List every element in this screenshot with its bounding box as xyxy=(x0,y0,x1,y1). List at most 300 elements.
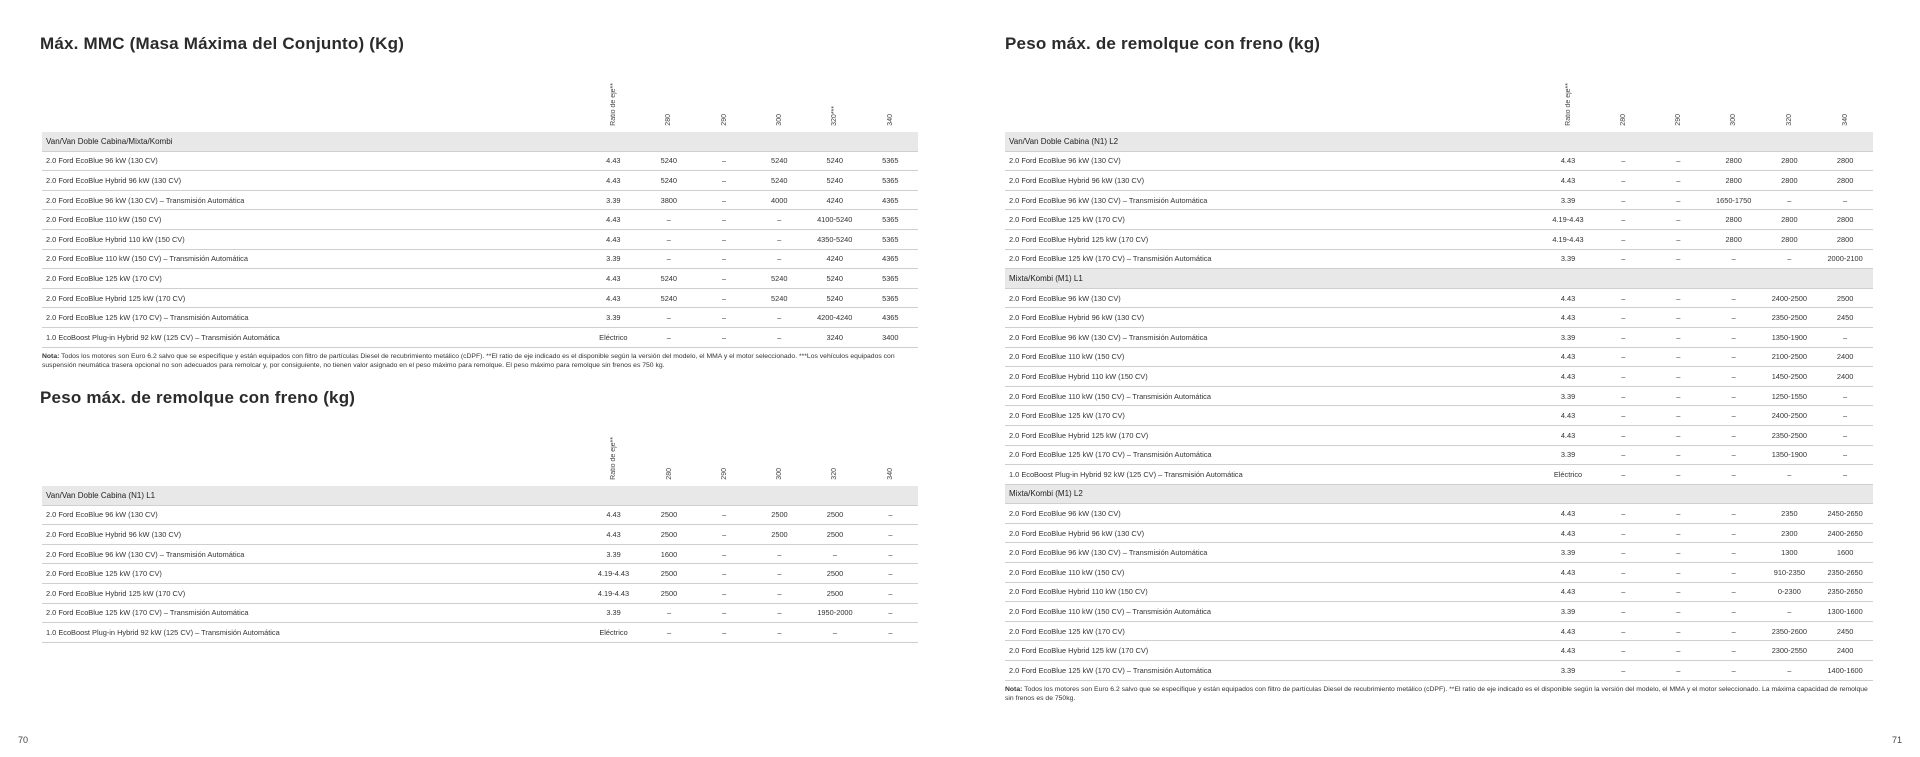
value-cell: 3.39 xyxy=(586,190,642,210)
value-cell: – xyxy=(752,308,807,328)
value-cell: 5240 xyxy=(641,288,696,308)
tow-l1-table-body xyxy=(42,486,918,642)
tow-l1-table-wrap xyxy=(42,410,918,643)
table-row xyxy=(42,190,918,210)
tow-l1-table xyxy=(42,410,918,643)
value-cell: 3800 xyxy=(641,190,696,210)
value-cell: – xyxy=(1817,425,1873,445)
value-cell: – xyxy=(1596,543,1651,563)
value-cell: – xyxy=(863,603,918,623)
engine-name-cell: 2.0 Ford EcoBlue Hybrid 110 kW (150 CV) xyxy=(42,229,586,249)
value-cell: 2500 xyxy=(807,525,863,545)
value-cell: – xyxy=(1817,406,1873,426)
column-header xyxy=(1817,56,1873,132)
section-row xyxy=(42,132,918,151)
value-cell: – xyxy=(696,210,751,230)
table-row xyxy=(42,288,918,308)
value-cell: – xyxy=(696,229,751,249)
engine-name-cell: 2.0 Ford EcoBlue Hybrid 96 kW (130 CV) xyxy=(1005,308,1540,328)
value-cell: – xyxy=(697,544,752,564)
value-cell: 3400 xyxy=(863,327,918,347)
value-cell: – xyxy=(1706,288,1762,308)
value-cell: 2350 xyxy=(1762,504,1818,524)
column-header xyxy=(641,56,696,132)
column-header xyxy=(807,56,863,132)
value-cell: – xyxy=(1706,582,1762,602)
value-cell: – xyxy=(1651,347,1706,367)
engine-name-cell: 2.0 Ford EcoBlue 110 kW (150 CV) – Transmisión Automática xyxy=(1005,602,1540,622)
section-label: Van/Van Doble Cabina (N1) L2 xyxy=(1005,132,1873,151)
section-row xyxy=(42,486,918,505)
value-cell: 1250-1550 xyxy=(1762,386,1818,406)
table-row xyxy=(42,583,918,603)
engine-name-cell: 2.0 Ford EcoBlue Hybrid 110 kW (150 CV) xyxy=(1005,367,1540,387)
column-header xyxy=(696,56,751,132)
value-cell: 2500 xyxy=(1817,288,1873,308)
mmc-note-label: Nota: xyxy=(42,352,60,360)
value-cell: – xyxy=(1651,582,1706,602)
column-header-label: 300 xyxy=(1730,114,1738,126)
value-cell: – xyxy=(1651,563,1706,583)
value-cell: – xyxy=(863,623,918,643)
tow-right-table xyxy=(1005,56,1873,681)
column-header xyxy=(752,56,807,132)
value-cell: – xyxy=(696,151,751,171)
value-cell: 5365 xyxy=(863,269,918,289)
value-cell: – xyxy=(1762,249,1818,269)
value-cell: – xyxy=(1706,406,1762,426)
value-cell: 4.19-4.43 xyxy=(1540,229,1596,249)
table-row xyxy=(1005,288,1873,308)
value-cell: – xyxy=(641,603,696,623)
section-label: Mixta/Kombi (M1) L1 xyxy=(1005,269,1873,289)
value-cell: – xyxy=(1596,602,1651,622)
value-cell: 4.19-4.43 xyxy=(586,583,642,603)
table-row xyxy=(42,249,918,269)
value-cell: 2800 xyxy=(1706,210,1762,230)
value-cell: – xyxy=(1596,406,1651,426)
column-header-label: 340 xyxy=(886,468,894,480)
value-cell: – xyxy=(752,544,807,564)
tow-right-header-row xyxy=(1005,56,1873,132)
value-cell: 2800 xyxy=(1817,171,1873,191)
engine-name-cell: 2.0 Ford EcoBlue 96 kW (130 CV) xyxy=(42,151,586,171)
value-cell: 4.43 xyxy=(1540,504,1596,524)
value-cell: – xyxy=(1651,425,1706,445)
value-cell: 2300-2550 xyxy=(1762,641,1818,661)
engine-name-cell: 2.0 Ford EcoBlue 125 kW (170 CV) xyxy=(1005,210,1540,230)
table-row xyxy=(42,603,918,623)
column-header xyxy=(697,410,752,486)
value-cell: 5240 xyxy=(641,269,696,289)
value-cell: – xyxy=(752,623,807,643)
value-cell: 4.43 xyxy=(1540,367,1596,387)
column-header xyxy=(1762,56,1818,132)
value-cell: 2350-2650 xyxy=(1817,582,1873,602)
value-cell: 2800 xyxy=(1762,210,1818,230)
value-cell: 2400 xyxy=(1817,641,1873,661)
value-cell: 2400-2500 xyxy=(1762,406,1818,426)
engine-name-cell: 2.0 Ford EcoBlue 125 kW (170 CV) – Transmisión Automática xyxy=(1005,445,1540,465)
value-cell: 1600 xyxy=(1817,543,1873,563)
value-cell: – xyxy=(1651,386,1706,406)
column-header xyxy=(586,410,642,486)
right-note-text: Todos los motores son Euro 6.2 salvo que se especifique y están equipados con filtro de partículas Diesel de recubrimiento metálico (cDPF). **El ratio de eje indicado es el disponible según la versión del modelo, el MMA y el motor seleccionado. La máxima capacidad de remolque sin frenos es de 750kg. xyxy=(1005,685,1868,702)
table-row xyxy=(1005,367,1873,387)
engine-name-cell: 2.0 Ford EcoBlue 110 kW (150 CV) – Transmisión Automática xyxy=(42,249,586,269)
table-row xyxy=(42,525,918,545)
table-row xyxy=(1005,327,1873,347)
value-cell: – xyxy=(1596,465,1651,485)
column-header-label: 320*** xyxy=(831,106,839,126)
mmc-section xyxy=(40,34,920,54)
value-cell: 1300 xyxy=(1762,543,1818,563)
column-header xyxy=(1596,56,1651,132)
value-cell: 3.39 xyxy=(586,603,642,623)
value-cell: 4.19-4.43 xyxy=(586,564,642,584)
value-cell: – xyxy=(697,525,752,545)
engine-name-cell: 2.0 Ford EcoBlue 96 kW (130 CV) xyxy=(1005,288,1540,308)
table-row xyxy=(42,171,918,191)
engine-name-cell: 2.0 Ford EcoBlue Hybrid 125 kW (170 CV) xyxy=(1005,641,1540,661)
value-cell: 4.43 xyxy=(1540,523,1596,543)
mmc-header-row xyxy=(42,56,918,132)
value-cell: 2400 xyxy=(1817,347,1873,367)
value-cell: – xyxy=(1596,327,1651,347)
value-cell: 4.43 xyxy=(586,269,642,289)
value-cell: 4365 xyxy=(863,308,918,328)
value-cell: 3240 xyxy=(807,327,863,347)
section-label: Van/Van Doble Cabina/Mixta/Kombi xyxy=(42,132,918,151)
value-cell: – xyxy=(1651,151,1706,171)
value-cell: – xyxy=(696,269,751,289)
value-cell: – xyxy=(1596,504,1651,524)
value-cell: – xyxy=(1596,151,1651,171)
value-cell: – xyxy=(863,505,918,525)
value-cell: – xyxy=(807,623,863,643)
value-cell: – xyxy=(752,210,807,230)
value-cell: – xyxy=(1596,249,1651,269)
engine-name-cell: 2.0 Ford EcoBlue 96 kW (130 CV) – Transmisión Automática xyxy=(42,190,586,210)
tow-right-table-body xyxy=(1005,132,1873,680)
value-cell: 4.43 xyxy=(1540,621,1596,641)
engine-name-cell: 2.0 Ford EcoBlue 125 kW (170 CV) – Transmisión Automática xyxy=(1005,661,1540,681)
value-cell: – xyxy=(1651,308,1706,328)
value-cell: – xyxy=(1651,523,1706,543)
value-cell: 1450-2500 xyxy=(1762,367,1818,387)
engine-name-cell: 2.0 Ford EcoBlue Hybrid 125 kW (170 CV) xyxy=(42,288,586,308)
value-cell: 4.43 xyxy=(586,210,642,230)
value-cell: – xyxy=(863,583,918,603)
engine-name-cell: 2.0 Ford EcoBlue 125 kW (170 CV) xyxy=(1005,406,1540,426)
engine-name-cell: 2.0 Ford EcoBlue 125 kW (170 CV) xyxy=(42,269,586,289)
value-cell: 5240 xyxy=(752,151,807,171)
value-cell: 3.39 xyxy=(1540,602,1596,622)
value-cell: 2800 xyxy=(1817,151,1873,171)
column-header xyxy=(1706,56,1762,132)
value-cell: 4.43 xyxy=(586,151,642,171)
value-cell: – xyxy=(1651,171,1706,191)
table-row xyxy=(42,210,918,230)
tow-right-title: Peso máx. de remolque con freno (kg) xyxy=(1005,34,1321,53)
tow-right-section xyxy=(1005,34,1873,54)
engine-name-cell: 2.0 Ford EcoBlue 96 kW (130 CV) – Transmisión Automática xyxy=(1005,190,1540,210)
column-header-label: 320 xyxy=(1785,114,1793,126)
engine-name-cell: 2.0 Ford EcoBlue 96 kW (130 CV) – Transmisión Automática xyxy=(42,544,586,564)
value-cell: 4.43 xyxy=(586,171,642,191)
engine-name-cell: 2.0 Ford EcoBlue 125 kW (170 CV) – Transmisión Automática xyxy=(42,603,586,623)
value-cell: 1650-1750 xyxy=(1706,190,1762,210)
table-row xyxy=(42,544,918,564)
value-cell: 4.43 xyxy=(1540,425,1596,445)
table-row xyxy=(42,269,918,289)
page-number-left: 70 xyxy=(18,735,29,745)
value-cell: – xyxy=(1706,621,1762,641)
right-note xyxy=(1005,685,1873,703)
value-cell: – xyxy=(1706,367,1762,387)
value-cell: – xyxy=(1762,190,1818,210)
value-cell: – xyxy=(1817,327,1873,347)
value-cell: – xyxy=(1596,582,1651,602)
value-cell: Eléctrico xyxy=(586,327,642,347)
table-row xyxy=(42,623,918,643)
column-header-label: Ratio de eje** xyxy=(610,437,618,480)
value-cell: – xyxy=(696,308,751,328)
value-cell: – xyxy=(1817,190,1873,210)
table-row xyxy=(1005,406,1873,426)
table-row xyxy=(1005,563,1873,583)
value-cell: 5240 xyxy=(752,269,807,289)
table-row xyxy=(1005,445,1873,465)
value-cell: – xyxy=(1596,445,1651,465)
table-row xyxy=(1005,641,1873,661)
engine-name-cell: 1.0 EcoBoost Plug-in Hybrid 92 kW (125 CV) – Transmisión Automática xyxy=(42,327,586,347)
value-cell: – xyxy=(1651,621,1706,641)
value-cell: – xyxy=(641,229,696,249)
column-header xyxy=(586,56,642,132)
engine-name-cell: 2.0 Ford EcoBlue 110 kW (150 CV) – Transmisión Automática xyxy=(1005,386,1540,406)
value-cell: – xyxy=(1596,190,1651,210)
value-cell: – xyxy=(1651,327,1706,347)
column-header-label: 300 xyxy=(775,468,783,480)
value-cell: 2800 xyxy=(1817,229,1873,249)
value-cell: 2500 xyxy=(641,505,696,525)
value-cell: 3.39 xyxy=(586,544,642,564)
value-cell: – xyxy=(1651,229,1706,249)
value-cell: – xyxy=(641,327,696,347)
value-cell: 5240 xyxy=(641,171,696,191)
column-header-label: 280 xyxy=(665,468,673,480)
column-header-label: 290 xyxy=(720,468,728,480)
column-header-label: Ratio de eje** xyxy=(1564,83,1572,126)
value-cell: – xyxy=(1596,563,1651,583)
tow-l1-header-row xyxy=(42,410,918,486)
value-cell: 2350-2600 xyxy=(1762,621,1818,641)
value-cell: – xyxy=(1706,504,1762,524)
table-row xyxy=(42,327,918,347)
value-cell: 2500 xyxy=(752,525,807,545)
value-cell: 2500 xyxy=(641,525,696,545)
mmc-note-text: Todos los motores son Euro 6.2 salvo que se especifique y están equipados con filtro de partículas Diesel de recubrimiento metálico (cDPF). **El ratio de eje indicado es el disponible según la versión del modelo, el MMA y el motor seleccionado. ***Los vehículos equipados con suspensión neumática trasera opcional no son adecuados para remolcar y, por consiguiente, no tienen valor asignado en el peso máximo para remolque. El peso máximo para remolque sin frenos es 750 kg. xyxy=(42,352,895,369)
value-cell: Eléctrico xyxy=(586,623,642,643)
value-cell: – xyxy=(1762,602,1818,622)
value-cell: 4.43 xyxy=(1540,582,1596,602)
value-cell: – xyxy=(1651,288,1706,308)
mmc-table-wrap xyxy=(42,56,918,370)
value-cell: 4.43 xyxy=(1540,406,1596,426)
value-cell: Eléctrico xyxy=(1540,465,1596,485)
value-cell: 2450-2650 xyxy=(1817,504,1873,524)
value-cell: – xyxy=(1817,465,1873,485)
value-cell: 2400-2650 xyxy=(1817,523,1873,543)
value-cell: 2800 xyxy=(1706,171,1762,191)
value-cell: – xyxy=(1596,621,1651,641)
value-cell: – xyxy=(752,603,807,623)
value-cell: 5240 xyxy=(641,151,696,171)
value-cell: – xyxy=(863,564,918,584)
column-header-label: 290 xyxy=(1674,114,1682,126)
value-cell: – xyxy=(1706,386,1762,406)
column-header-label: 320 xyxy=(831,468,839,480)
engine-name-cell: 1.0 EcoBoost Plug-in Hybrid 92 kW (125 CV) – Transmisión Automática xyxy=(1005,465,1540,485)
value-cell: – xyxy=(1651,367,1706,387)
value-cell: 4240 xyxy=(807,190,863,210)
value-cell: 2800 xyxy=(1762,171,1818,191)
right-note-label: Nota: xyxy=(1005,685,1023,693)
page-number-right: 71 xyxy=(1891,735,1902,745)
value-cell: – xyxy=(807,544,863,564)
value-cell: – xyxy=(752,583,807,603)
engine-name-cell: 2.0 Ford EcoBlue Hybrid 96 kW (130 CV) xyxy=(1005,523,1540,543)
value-cell: 2300 xyxy=(1762,523,1818,543)
value-cell: – xyxy=(752,327,807,347)
table-row xyxy=(42,151,918,171)
engine-name-cell: 2.0 Ford EcoBlue Hybrid 125 kW (170 CV) xyxy=(42,583,586,603)
value-cell: – xyxy=(1596,661,1651,681)
table-row xyxy=(1005,543,1873,563)
mmc-table xyxy=(42,56,918,348)
value-cell: 4.43 xyxy=(586,229,642,249)
value-cell: – xyxy=(1596,308,1651,328)
value-cell: 1350-1900 xyxy=(1762,445,1818,465)
value-cell: – xyxy=(696,190,751,210)
value-cell: 4365 xyxy=(863,190,918,210)
engine-name-cell: 2.0 Ford EcoBlue Hybrid 110 kW (150 CV) xyxy=(1005,582,1540,602)
table-row xyxy=(1005,661,1873,681)
value-cell: – xyxy=(752,229,807,249)
engine-name-cell: 2.0 Ford EcoBlue 125 kW (170 CV) – Transmisión Automática xyxy=(42,308,586,328)
value-cell: 2800 xyxy=(1817,210,1873,230)
value-cell: 3.39 xyxy=(1540,386,1596,406)
value-cell: – xyxy=(1651,504,1706,524)
value-cell: – xyxy=(1596,641,1651,661)
value-cell: 5240 xyxy=(752,171,807,191)
value-cell: 2450 xyxy=(1817,621,1873,641)
engine-name-cell: 1.0 EcoBoost Plug-in Hybrid 92 kW (125 CV) – Transmisión Automática xyxy=(42,623,586,643)
engine-name-cell: 2.0 Ford EcoBlue Hybrid 96 kW (130 CV) xyxy=(42,171,586,191)
value-cell: 1350-1900 xyxy=(1762,327,1818,347)
value-cell: 4.43 xyxy=(1540,563,1596,583)
table-row xyxy=(1005,308,1873,328)
value-cell: – xyxy=(1706,523,1762,543)
value-cell: 2800 xyxy=(1706,229,1762,249)
value-cell: – xyxy=(641,308,696,328)
value-cell: – xyxy=(696,171,751,191)
value-cell: – xyxy=(1596,523,1651,543)
value-cell: 4.43 xyxy=(586,525,642,545)
value-cell: 5365 xyxy=(863,171,918,191)
value-cell: – xyxy=(1651,641,1706,661)
value-cell: 3.39 xyxy=(586,249,642,269)
value-cell: – xyxy=(1596,171,1651,191)
value-cell: 1950-2000 xyxy=(807,603,863,623)
column-header-label: 340 xyxy=(1841,114,1849,126)
tow-l1-section xyxy=(40,388,920,408)
value-cell: – xyxy=(697,603,752,623)
value-cell: 2400 xyxy=(1817,367,1873,387)
value-cell: – xyxy=(697,564,752,584)
table-row xyxy=(1005,582,1873,602)
value-cell: 1600 xyxy=(641,544,696,564)
value-cell: – xyxy=(1651,465,1706,485)
value-cell: – xyxy=(1706,327,1762,347)
value-cell: – xyxy=(1596,367,1651,387)
table-row xyxy=(42,505,918,525)
value-cell: 2800 xyxy=(1762,151,1818,171)
value-cell: 3.39 xyxy=(1540,190,1596,210)
value-cell: 2500 xyxy=(807,583,863,603)
table-row xyxy=(1005,386,1873,406)
engine-name-cell: 2.0 Ford EcoBlue Hybrid 125 kW (170 CV) xyxy=(1005,425,1540,445)
value-cell: 2100-2500 xyxy=(1762,347,1818,367)
value-cell: – xyxy=(863,544,918,564)
value-cell: 3.39 xyxy=(1540,445,1596,465)
table-row xyxy=(1005,347,1873,367)
value-cell: – xyxy=(752,249,807,269)
value-cell: 2500 xyxy=(641,564,696,584)
column-header-label: 340 xyxy=(886,114,894,126)
table-row xyxy=(1005,465,1873,485)
value-cell: – xyxy=(1651,210,1706,230)
table-row xyxy=(1005,190,1873,210)
table-row xyxy=(1005,249,1873,269)
section-row xyxy=(1005,269,1873,289)
engine-name-cell: 2.0 Ford EcoBlue 96 kW (130 CV) xyxy=(1005,151,1540,171)
value-cell: – xyxy=(752,564,807,584)
section-row xyxy=(1005,132,1873,151)
tow-l1-title: Peso máx. de remolque con freno (kg) xyxy=(40,388,356,407)
value-cell: – xyxy=(1596,210,1651,230)
value-cell: – xyxy=(697,583,752,603)
column-header xyxy=(1540,56,1596,132)
value-cell: 2800 xyxy=(1706,151,1762,171)
mmc-table-body xyxy=(42,132,918,347)
column-header-label: Ratio de eje** xyxy=(609,83,617,126)
table-row xyxy=(42,564,918,584)
table-row xyxy=(1005,602,1873,622)
value-cell: – xyxy=(1706,249,1762,269)
table-row xyxy=(1005,523,1873,543)
value-cell: 5240 xyxy=(807,171,863,191)
value-cell: 2800 xyxy=(1762,229,1818,249)
column-header xyxy=(863,410,918,486)
column-header xyxy=(1651,56,1706,132)
engine-name-cell: 2.0 Ford EcoBlue 125 kW (170 CV) – Transmisión Automática xyxy=(1005,249,1540,269)
value-cell: – xyxy=(1651,406,1706,426)
value-cell: 2500 xyxy=(752,505,807,525)
value-cell: – xyxy=(1651,602,1706,622)
value-cell: – xyxy=(1762,661,1818,681)
